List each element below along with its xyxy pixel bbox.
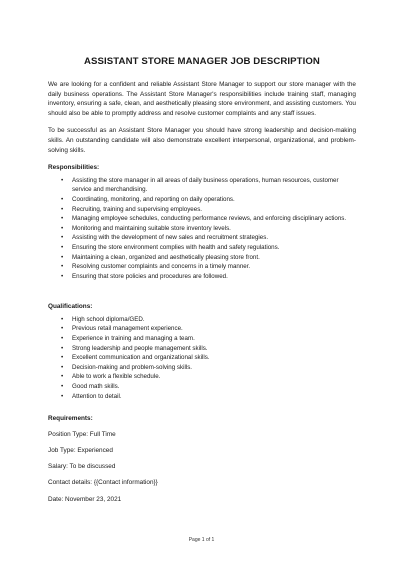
list-item: • Ensuring that store policies and procedures are followed.: [48, 272, 356, 282]
list-item: • Assisting the store manager in all areas of daily business operations, human resources, customer service and merchandising.: [48, 176, 356, 195]
list-item: • High school diploma/GED.: [48, 315, 356, 325]
list-item: • Monitoring and maintaining suitable store inventory levels.: [48, 224, 356, 234]
list-item: • Strong leadership and people management skills.: [48, 344, 356, 354]
document-title: ASSISTANT STORE MANAGER JOB DESCRIPTION: [84, 56, 320, 67]
list-item: • Ensuring the store environment complies with health and safety regulations.: [48, 243, 356, 253]
list-item: • Maintaining a clean, organized and aesthetically pleasing store front.: [48, 253, 356, 263]
list-item: • Able to work a flexible schedule.: [48, 372, 356, 382]
document-body: [48, 56, 356, 511]
list-item: • Experience in training and managing a team.: [48, 334, 356, 344]
list-item: • Assisting with the development of new sales and recruitment strategies.: [48, 233, 356, 243]
list-item: • Previous retail management experience.: [48, 324, 356, 334]
list-item: • Recruiting, training and supervising employees.: [48, 205, 356, 215]
intro-paragraph: We are looking for a confident and reliable Assistant Store Manager to support our store manager with the daily business operations. The Assistant Store Manager's responsibilities include training staff, managing inventory, ensuring a safe, clean, and aesthetically pleasing store environment, and assisting customers. You should also be able to promptly address and resolve customer complaints and any staff issues.: [48, 81, 356, 117]
section-spacer: [48, 401, 356, 414]
salary: Salary: To be discussed: [48, 463, 116, 471]
date: Date: November 23, 2021: [48, 495, 122, 503]
list-item: • Good math skills.: [48, 382, 356, 392]
responsibilities-heading: Responsibilities:: [48, 164, 100, 172]
list-item: • Coordinating, monitoring, and reporting on daily operations.: [48, 195, 356, 205]
list-item: • Resolving customer complaints and concerns in a timely manner.: [48, 262, 356, 272]
job-type: Job Type: Experienced: [48, 447, 113, 454]
section-spacer: [48, 281, 356, 302]
position-type: Position Type: Full Time: [48, 430, 116, 438]
list-item: • Excellent communication and organizational skills.: [48, 353, 356, 363]
list-item: • Managing employee schedules, conducting performance reviews, and enforcing disciplinary actions.: [48, 214, 356, 224]
list-item: • Attention to detail.: [48, 392, 356, 402]
qualifications-list: [48, 315, 356, 401]
list-item: • Decision-making and problem-solving skills.: [48, 363, 356, 373]
requirements-heading: Requirements:: [48, 415, 93, 423]
qualifications-heading: Qualifications:: [48, 303, 93, 311]
page-footer: Page 1 of 1: [188, 537, 215, 543]
success-paragraph: To be successful as an Assistant Store Manager you should have strong leadership and decision-making skills. An outstanding candidate will also demonstrate excellent interpersonal, organizational, and problem-solving skills.: [48, 127, 356, 154]
contact-details: Contact details: {{Contact information}}: [48, 479, 158, 487]
responsibilities-list: [48, 176, 356, 282]
